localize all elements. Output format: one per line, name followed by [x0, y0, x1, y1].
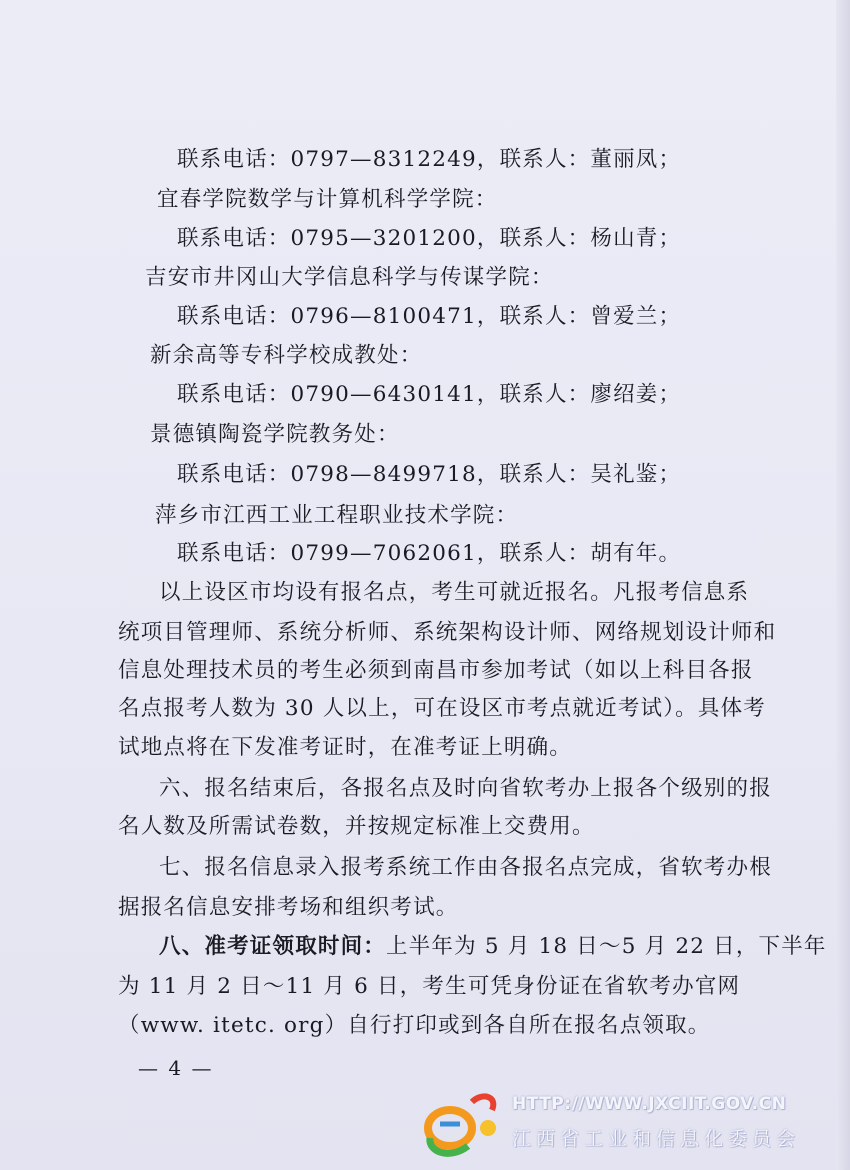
- org-line-yichun: 宜春学院数学与计算机科学学院：: [157, 187, 498, 212]
- watermark-url: HTTP://WWW.JXCIIT.GOV.CN: [512, 1094, 787, 1114]
- section-six-line: 名人数及所需试卷数，并按规定标准上交费用。: [118, 814, 595, 839]
- page-edge-shadow: [836, 0, 850, 1170]
- contact-line-4: 联系电话：0790—6430141，联系人：廖绍姜；: [177, 382, 682, 407]
- section-eight-line: [159, 934, 827, 960]
- paragraph-line: 以上设区市均设有报名点，考生可就近报名。凡报考信息系: [159, 580, 750, 605]
- org-line-xinyu: 新余高等专科学校成教处：: [150, 343, 423, 368]
- contact-line-1: 联系电话：0797—8312249，联系人：董丽凤；: [177, 147, 682, 172]
- org-line-jingdezhen: 景德镇陶瓷学院教务处：: [150, 422, 400, 447]
- org-line-jian: 吉安市井冈山大学信息科学与传谋学院：: [145, 265, 554, 290]
- paragraph-line: 名点报考人数为 30 人以上，可在设区市考点就近考试）。具体考: [118, 696, 766, 721]
- watermark-logo: [420, 1086, 840, 1166]
- contact-line-5: 联系电话：0798—8499718，联系人：吴礼鉴；: [177, 462, 682, 487]
- jxciit-logo-icon: [420, 1088, 506, 1164]
- org-line-pingxiang: 萍乡市江西工业工程职业技术学院：: [155, 503, 519, 528]
- section-eight-text: 上半年为 5 月 18 日～5 月 22 日，下半年: [386, 934, 827, 959]
- section-eight-line: （www. itetc. org）自行打印或到各自所在报名点领取。: [118, 1013, 711, 1038]
- section-seven-line: 据报名信息安排考场和组织考试。: [118, 895, 459, 920]
- section-eight-heading: 八、准考证领取时间：: [159, 934, 387, 959]
- contact-line-3: 联系电话：0796—8100471，联系人：曾爱兰；: [177, 304, 682, 329]
- watermark-org: 江西省工业和信息化委员会: [512, 1128, 801, 1150]
- contact-line-2: 联系电话：0795—3201200，联系人：杨山青；: [177, 226, 682, 251]
- page-number: — 4 —: [138, 1056, 214, 1080]
- paragraph-line: 信息处理技术员的考生必须到南昌市参加考试（如以上科目各报: [118, 658, 754, 683]
- section-eight-line: 为 11 月 2 日～11 月 6 日，考生可凭身份证在省软考办官网: [118, 974, 741, 999]
- section-six-line: 六、报名结束后，各报名点及时向省软考办上报各个级别的报: [159, 776, 772, 801]
- paragraph-line: 统项目管理师、系统分析师、系统架构设计师、网络规划设计师和: [118, 620, 777, 645]
- contact-line-6: 联系电话：0799—7062061，联系人：胡有年。: [177, 541, 682, 566]
- paragraph-line: 试地点将在下发准考证时，在准考证上明确。: [118, 735, 573, 760]
- section-seven-line: 七、报名信息录入报考系统工作由各报名点完成，省软考办根: [159, 855, 772, 880]
